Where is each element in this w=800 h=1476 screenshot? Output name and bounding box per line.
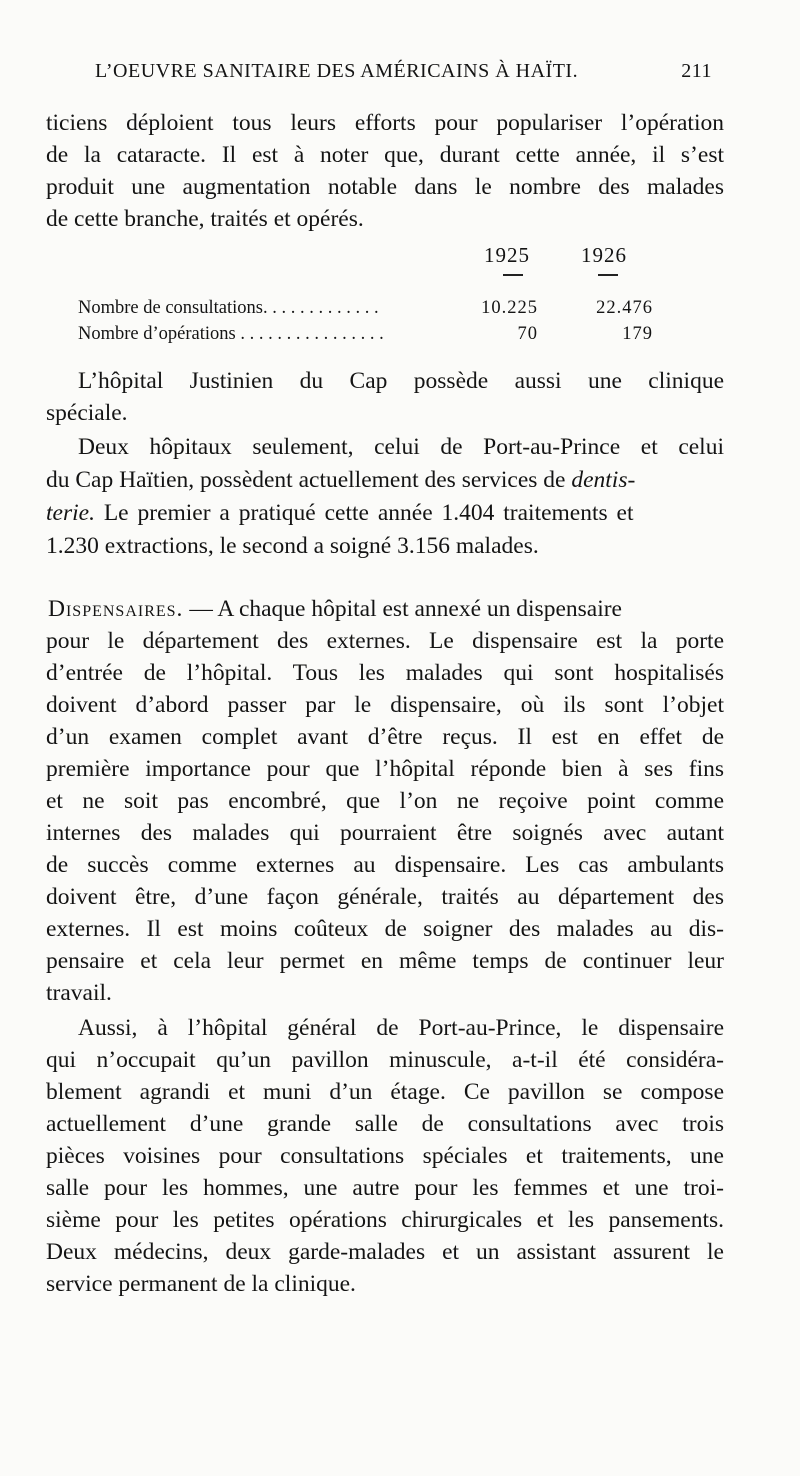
para4-text: — A chaque hôpital est annexé un dispensaire (183, 596, 622, 622)
para5-line: actuellement d’une grande salle de consultations avec trois (46, 1111, 724, 1137)
para5-line: sième pour les petites opérations chirurgicales et les pansements. (46, 1207, 724, 1233)
para4-line: première importance pour que l’hôpital réponde bien à ses fins (46, 756, 724, 782)
para3-line (46, 465, 724, 497)
para3-text: du Cap Haïtien, possèdent actuellement des services de (46, 467, 566, 493)
para4-line: pour le département des externes. Le dispensaire est la porte (46, 628, 724, 654)
para5-line: qui n’occupait qu’un pavillon minuscule, a-t-il été considéra- (46, 1047, 724, 1073)
para5-line: blement agrandi et muni d’un étage. Ce pavillon se compose (46, 1079, 724, 1105)
para4-line: d’un examen complet avant d’être reçus. Il est en effet de (46, 724, 724, 750)
para4-line: d’entrée de l’hôpital. Tous les malades qui sont hospitalisés (46, 660, 724, 686)
para3-line: 1.230 extractions, le second a soigné 3.156 malades. (46, 533, 539, 559)
section-heading-dispensaires: Dispensaires. (48, 596, 184, 622)
column-rule (503, 274, 523, 276)
para5-line: service permanent de la clinique. (46, 1271, 356, 1297)
cell-1926: 22.476 (596, 298, 653, 318)
para3-line: Deux hôpitaux seulement, celui de Port-au-Prince et celui (78, 434, 724, 460)
column-header-1925: 1925 (484, 243, 530, 267)
para5-line: pièces voisines pour consultations spéciales et traitements, une (46, 1143, 724, 1169)
cell-1926: 179 (622, 324, 653, 344)
para4-line: travail. (46, 980, 112, 1006)
column-rule (598, 274, 618, 276)
italic-word: terie. (46, 500, 95, 526)
italic-word: dentis- (571, 467, 636, 493)
para5-line: Deux médecins, deux garde-malades et un assistant assurent le (46, 1239, 724, 1265)
para4-line: et ne soit pas encombré, que l’on ne reçoive point comme (46, 788, 724, 814)
para3-line (46, 498, 724, 530)
column-header-1926: 1926 (581, 243, 627, 267)
para4-line: internes des malades qui pourraient être soignés avec autant (46, 820, 724, 846)
para1-line: ticiens déploient tous leurs efforts pour populariser l’opération (46, 110, 724, 136)
para1-line: de la cataracte. Il est à noter que, durant cette année, il s’est (46, 142, 724, 168)
para5-line: salle pour les hommes, une autre pour les femmes et une troi- (46, 1175, 724, 1201)
page-number: 211 (681, 60, 712, 82)
para4-line: doivent d’abord passer par le dispensaire, où ils sont l’objet (46, 692, 724, 718)
para2-line: L’hôpital Justinien du Cap possède aussi une clinique (78, 368, 724, 394)
para2-line: spéciale. (46, 400, 128, 426)
running-title: L’OEUVRE SANITAIRE DES AMÉRICAINS À HAÏTI. (95, 60, 579, 82)
para4-line: pensaire et cela leur permet en même temps de continuer leur (46, 948, 724, 974)
row-label: Nombre de consultations. . . . . . . . . . . . . (78, 298, 379, 318)
para1-line: de cette branche, traités et opérés. (46, 206, 364, 232)
cell-1925: 70 (517, 324, 538, 344)
cell-1925: 10.225 (481, 298, 538, 318)
running-header (95, 60, 712, 83)
para5-line: Aussi, à l’hôpital général de Port-au-Prince, le dispensaire (78, 1015, 724, 1041)
para4-line: de succès comme externes au dispensaire. Les cas ambulants (46, 852, 724, 878)
row-label: Nombre d’opérations . . . . . . . . . . . . . . . . (78, 324, 384, 344)
para4-line: externes. Il est moins coûteux de soigner des malades au dis- (46, 916, 724, 942)
para4-line: doivent être, d’une façon générale, traités au département des (46, 884, 724, 910)
para4-line (46, 594, 724, 626)
para1-line: produit une augmentation notable dans le nombre des malades (46, 174, 724, 200)
para3-text: Le premier a pratiqué cette année 1.404 traitements et (94, 500, 634, 526)
